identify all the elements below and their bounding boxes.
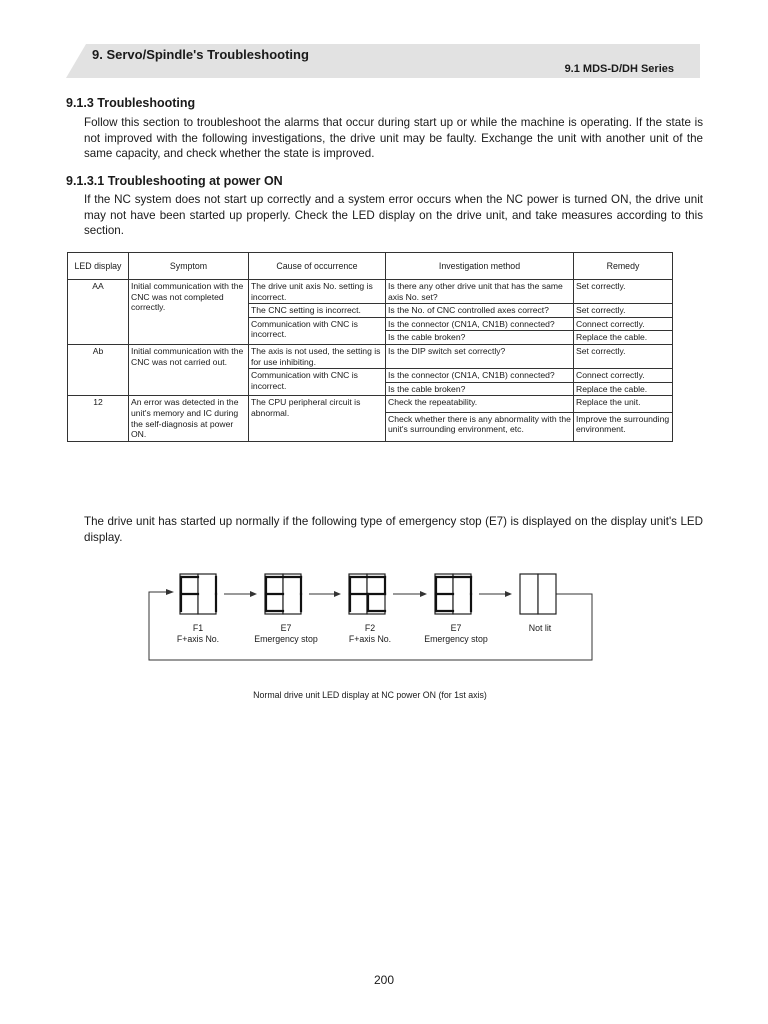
remedy-cell: Connect correctly. [574,317,673,331]
led-digit-frame [283,574,301,614]
led-sublabel-text: F+axis No. [176,634,220,644]
symptom-cell: Initial communication with the CNC was not completed correctly. [129,280,249,345]
cause-cell: The drive unit axis No. setting is incorrect. [249,280,386,304]
remedy-cell: Replace the cable. [574,331,673,345]
figure-caption: Normal drive unit LED display at NC power ON (for 1st axis) [253,690,487,700]
led-display [180,574,216,614]
troubleshooting-table [67,252,673,442]
table-row [68,280,673,304]
led-label-3 [325,623,415,645]
header-cause: Cause of occurrence [249,253,386,280]
remedy-cell: Set correctly. [574,280,673,304]
sequence-arrowhead [420,591,427,597]
investigation-cell: Is the cable broken? [386,331,574,345]
header-symptom: Symptom [129,253,249,280]
led-display [265,574,301,614]
sequence-arrowhead [250,591,257,597]
section-heading-9-1-3-1: 9.1.3.1 Troubleshooting at power ON [66,174,283,188]
section-heading-9-1-3: 9.1.3 Troubleshooting [66,96,196,110]
led-display [349,574,385,614]
symptom-cell: An error was detected in the unit's memory and IC during the self-diagnosis at power ON. [129,396,249,441]
investigation-cell: Check the repeatability. [386,396,574,412]
power-on-paragraph: If the NC system does not start up correctly and a system error occurs when the NC power is turned ON, the drive unit may not have been started up properly. Check the LED display on the drive unit, and take measures according to this section. [84,193,703,238]
header-led-display: LED display [68,253,129,280]
remedy-cell: Replace the unit. [574,396,673,412]
remedy-cell: Set correctly. [574,344,673,368]
led-display [520,574,556,614]
table-header-row [68,253,673,280]
header-investigation: Investigation method [386,253,574,280]
cause-cell: The CPU peripheral circuit is abnormal. [249,396,386,441]
led-sublabel-text: F+axis No. [348,634,392,644]
led-label-text: E7 [280,623,292,633]
investigation-cell: Is there any other drive unit that has the same axis No. set? [386,280,574,304]
led-sequence-diagram [140,566,600,666]
section-intro-paragraph: Follow this section to troubleshoot the alarms that occur during start up or while the machine is operating. If the state is not improved with the following investigations, the drive unit may be faulty. Exchange the unit with another unit of the same capacity, and check whether the state is improved. [84,116,703,161]
sequence-arrowhead [334,591,341,597]
led-label-text: Not lit [528,623,552,633]
symptom-cell: Initial communication with the CNC was not carried out. [129,344,249,395]
led-display [435,574,471,614]
led-code-cell: 12 [68,396,129,441]
table-row [68,396,673,412]
loop-arrowhead [166,589,174,595]
led-code-cell: AA [68,280,129,345]
led-sublabel-text: Emergency stop [424,634,488,644]
led-label-2 [241,623,331,645]
investigation-cell: Is the connector (CN1A, CN1B) connected? [386,317,574,331]
remedy-cell: Replace the cable. [574,382,673,396]
cause-cell: The CNC setting is incorrect. [249,304,386,318]
investigation-cell: Is the cable broken? [386,382,574,396]
remedy-cell: Improve the surrounding environment. [574,412,673,441]
page-number: 200 [373,973,395,987]
led-label-1 [153,623,243,645]
remedy-cell: Set correctly. [574,304,673,318]
chapter-title: 9. Servo/Spindle's Troubleshooting [92,47,309,62]
investigation-cell: Is the connector (CN1A, CN1B) connected? [386,369,574,383]
led-digit-frame [198,574,216,614]
led-label-5 [495,623,585,634]
cause-cell: Communication with CNC is incorrect. [249,317,386,344]
cause-cell: Communication with CNC is incorrect. [249,369,386,396]
investigation-cell: Check whether there is any abnormality with the unit's surrounding environment, etc. [386,412,574,441]
led-digit-frame [453,574,471,614]
series-title: 9.1 MDS-D/DH Series [564,63,674,75]
led-digit-frame [538,574,556,614]
led-label-4 [411,623,501,645]
header-remedy: Remedy [574,253,673,280]
investigation-cell: Is the No. of CNC controlled axes correct? [386,304,574,318]
remedy-cell: Connect correctly. [574,369,673,383]
led-digit-frame [520,574,538,614]
table-row [68,344,673,368]
sequence-arrowhead [505,591,512,597]
led-label-text: E7 [450,623,462,633]
normal-startup-paragraph: The drive unit has started up normally if the following type of emergency stop (E7) is displayed on the display unit's LED display. [84,515,703,544]
led-label-text: F2 [364,623,376,633]
investigation-cell: Is the DIP switch set correctly? [386,344,574,368]
led-code-cell: Ab [68,344,129,395]
cause-cell: The axis is not used, the setting is for use inhibiting. [249,344,386,368]
led-sublabel-text: Emergency stop [254,634,318,644]
led-label-text: F1 [192,623,204,633]
